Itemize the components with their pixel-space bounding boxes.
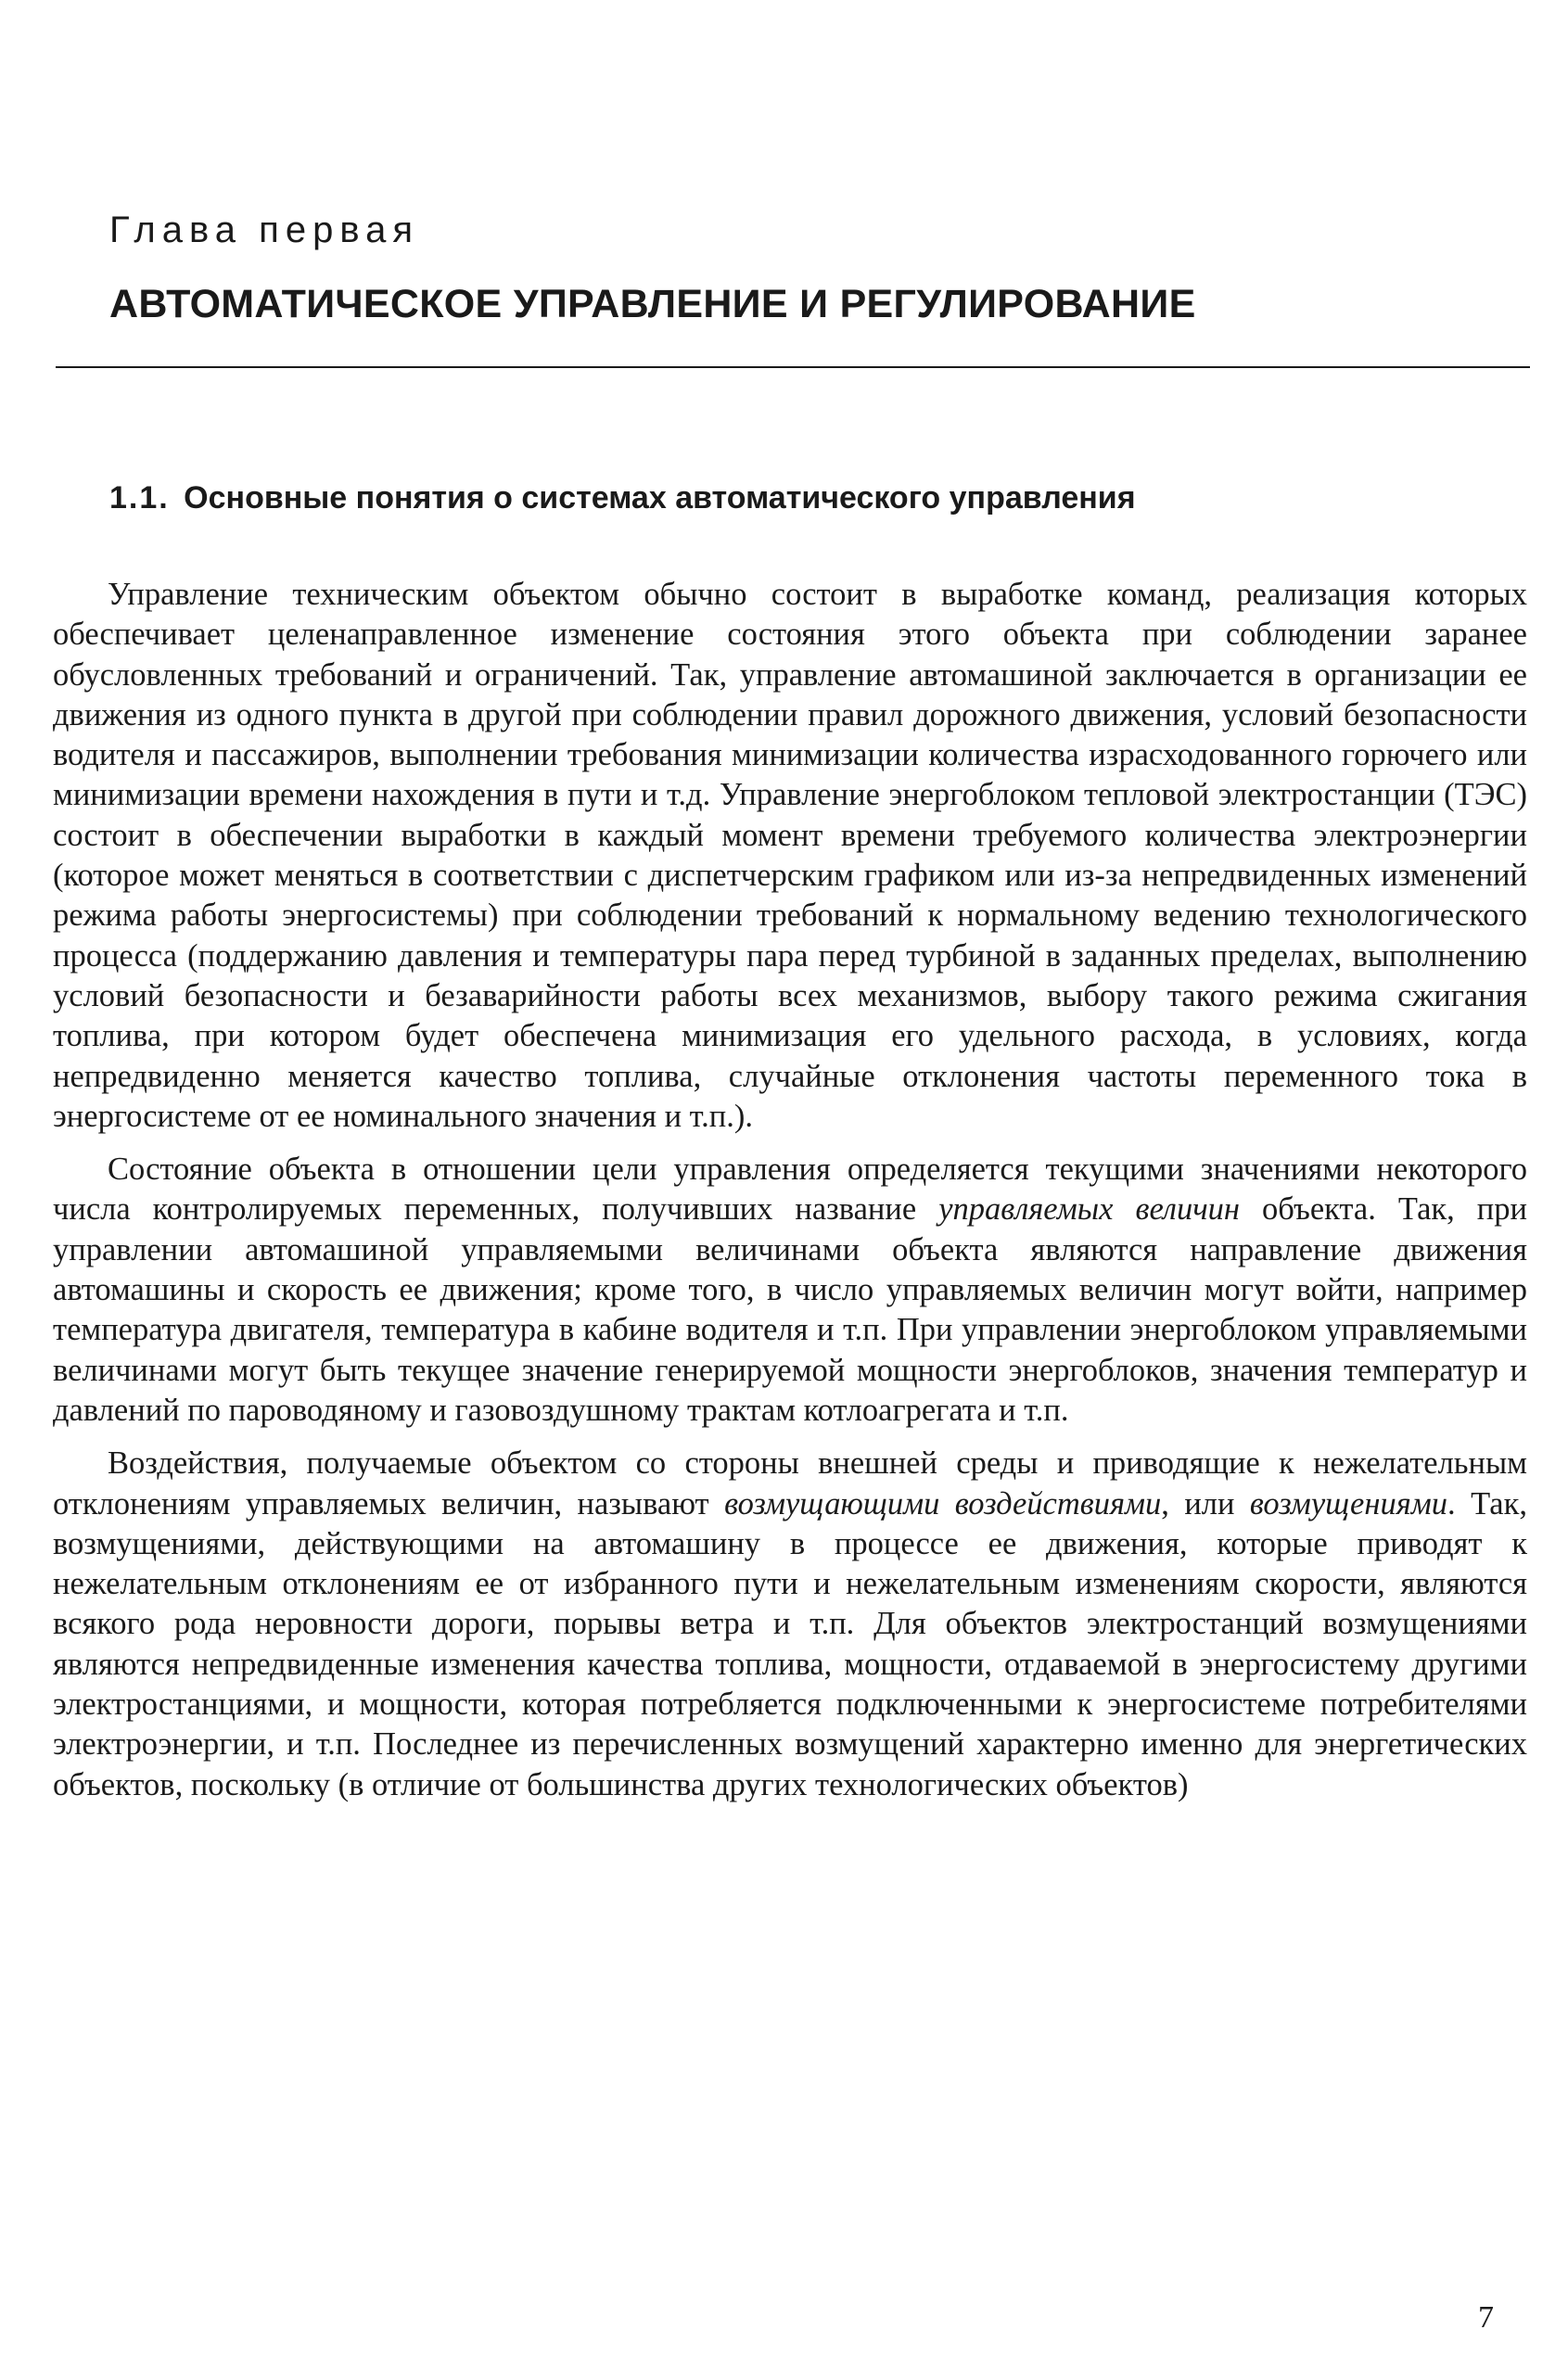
chapter-divider xyxy=(56,366,1530,368)
paragraph-2 xyxy=(53,1150,1527,1431)
body-text xyxy=(53,575,1527,1818)
paragraph-3-part-b: . Так, возмущениями, действующими на автомашину в процессе ее движения, которые приводят к нежелательным отклонениям ее от избранного пути и нежелательным изменениям скорости, являются всякого рода неровности дороги, порывы ветра и т.п. Для объектов электростанций возмущениями являются непредвиденные изменения качества топлива, мощности, отдаваемой в энергосистему другими электростанциями, и мощности, которая потребляется подключенными к энергосистеме потребителями электроэнергии, и т.п. Последнее из перечисленных возмущений характерно именно для энергетических объектов, поскольку (в отличие от большинства других технологических объектов) xyxy=(53,1485,1527,1802)
section-heading xyxy=(109,478,1136,517)
term-disturbing-actions: возмущающими воздействиями xyxy=(724,1485,1162,1521)
paragraph-2-part-b: объекта. Так, при управлении автомашиной управляемыми величинами объекта являются направление движения автомашины и скорость ее движения; кроме того, в число управляемых величин могут войти, например температура двигателя, температура в кабине водителя и т.п. При управлении энергоблоком управляемыми величинами могут быть текущее значение генерируемой мощности энергоблоков, значения температур и давлений по пароводяному и газовоздушному трактам котлоагрегата и т.п. xyxy=(53,1191,1527,1428)
paragraph-3-or: , или xyxy=(1161,1485,1235,1521)
paragraph-3 xyxy=(53,1444,1527,1805)
section-number: 1.1. xyxy=(109,480,170,516)
section-title: Основные понятия о системах автоматического управления xyxy=(184,480,1136,516)
paragraph-2-part-a: Состояние объекта в отношении цели управления определяется текущими значениями некоторого числа контролируемых переменных, получивших название xyxy=(53,1152,1527,1228)
term-controlled-variables: управляемых величин xyxy=(938,1191,1241,1228)
paragraph-3-part-a: Воздействия, получаемые объектом со стороны внешней среды и приводящие к нежелательным отклонениям управляемых величин, называют xyxy=(53,1445,1527,1521)
paragraph-1: Управление техническим объектом обычно состоит в выработке команд, реализация которых обеспечивает целенаправленное изменение состояния этого объекта при соблюдении заранее обусловленных требований и ограничений. Так, управление автомашиной заключается в организации ее движения из одного пункта в другой при соблюдении правил дорожного движения, условий безопасности водителя и пассажиров, выполнении требования минимизации количества израсходованного горючего или минимизации времени нахождения в пути и т.д. Управление энергоблоком тепловой электростанции (ТЭС) состоит в обеспечении выработки в каждый момент времени требуемого количества электроэнергии (которое может меняться в соответствии с диспетчерским графиком или из-за непредвиденных изменений режима работы энергосистемы) при соблюдении требований к нормальному ведению технологического процесса (поддержанию давления и температуры пара перед турбиной в заданных пределах, выполнению условий безопасности и безаварийности работы всех механизмов, выбору такого режима сжигания топлива, при котором будет обеспечена минимизация его удельного расхода, в условиях, когда непредвиденно меняется качество топлива, случайные отклонения частоты переменного тока в энергосистеме от ее номинального значения и т.п.). xyxy=(53,577,1527,1134)
term-disturbances: возмущениями xyxy=(1249,1485,1448,1521)
page-number: 7 xyxy=(1478,2300,1494,2335)
chapter-title: АВТОМАТИЧЕСКОЕ УПРАВЛЕНИЕ И РЕГУЛИРОВАНИЕ xyxy=(109,282,1196,326)
chapter-label: Глава первая xyxy=(109,210,420,250)
